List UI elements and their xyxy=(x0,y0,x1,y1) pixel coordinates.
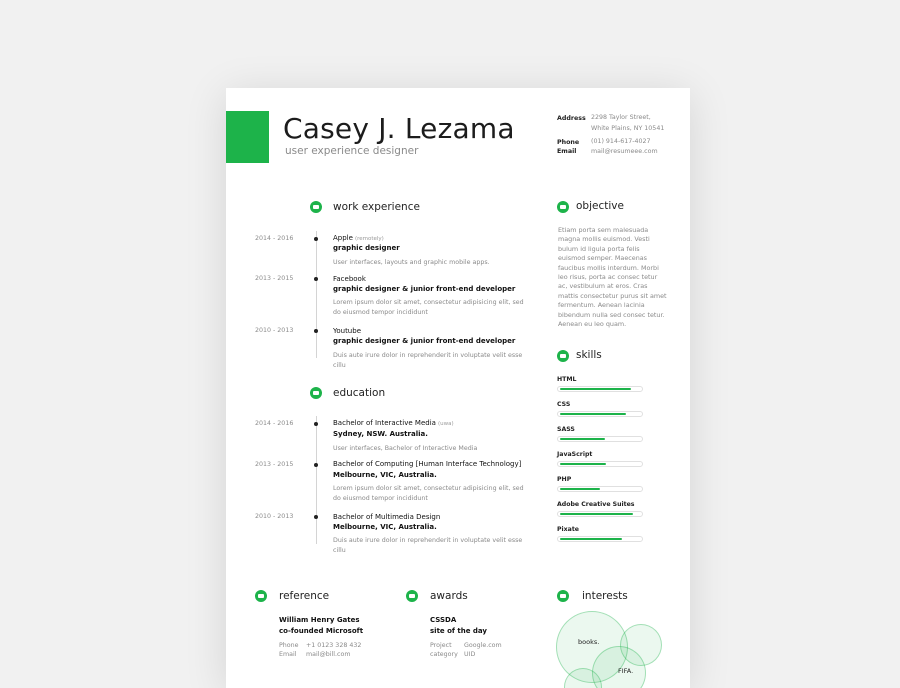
skill-name: HTML xyxy=(557,376,577,383)
work-role: graphic designer xyxy=(333,244,400,252)
phone-value: (01) 914-617-4027 xyxy=(591,138,651,145)
skills-title: skills xyxy=(576,349,602,361)
work-experience-title: work experience xyxy=(333,201,420,213)
skill-name: CSS xyxy=(557,401,571,408)
skill-bar xyxy=(557,486,643,492)
education-desc: User interfaces, Bachelor of Interactive Media xyxy=(333,445,478,452)
work-timeline xyxy=(316,231,317,358)
trophy-icon xyxy=(406,590,418,602)
award-category: UID xyxy=(464,651,476,658)
work-date: 2013 - 2015 xyxy=(255,275,294,282)
reference-email[interactable]: mail@bill.com xyxy=(306,651,351,658)
contact-card-icon xyxy=(255,590,267,602)
timeline-dot xyxy=(314,422,318,426)
reference-phone-label: Phone xyxy=(279,642,299,649)
objective-text: Etiam porta sem malesuada magna mollis euismod. Vesti bulum id ligula porta felis euismod semper. Maecenas faucibus mollis interdum. Morbi leo risus, porta ac consec tetur ac, vestibulum at eros. Cras mattis consectetur purus sit amet fermentum. Aenean lacinia bibendum nulla sed consec tetur. Aenean eu leo quam. xyxy=(558,226,667,329)
address-label: Address xyxy=(557,115,586,122)
skill-bar xyxy=(557,411,643,417)
work-desc: User interfaces, layouts and graphic mobile apps. xyxy=(333,259,490,266)
timeline-dot xyxy=(314,237,318,241)
accent-block xyxy=(226,111,269,163)
work-desc: Duis aute irure dolor in reprehenderit in voluptate velit esse cillu xyxy=(333,352,523,369)
work-org: Apple (remotely) xyxy=(333,234,384,242)
email-label: Email xyxy=(557,148,577,155)
skill-bar xyxy=(557,386,643,392)
skill-name: JavaScript xyxy=(557,451,593,458)
work-role: graphic designer & junior front-end developer xyxy=(333,285,516,293)
graduation-icon xyxy=(310,387,322,399)
reference-email-label: Email xyxy=(279,651,297,658)
education-date: 2013 - 2015 xyxy=(255,461,294,468)
candidate-role: user experience designer xyxy=(285,145,419,157)
skill-name: PHP xyxy=(557,476,572,483)
briefcase-icon xyxy=(310,201,322,213)
timeline-dot xyxy=(314,515,318,519)
timeline-dot xyxy=(314,329,318,333)
education-location: Sydney, NSW. Australia. xyxy=(333,430,428,438)
objective-title: objective xyxy=(576,200,624,212)
reference-role: co-founded Microsoft xyxy=(279,627,364,635)
email-value[interactable]: mail@resumeee.com xyxy=(591,148,658,155)
candidate-name: Casey J. Lezama xyxy=(283,112,515,145)
award-project: Google.com xyxy=(464,642,502,649)
tools-icon xyxy=(557,350,569,362)
education-date: 2010 - 2013 xyxy=(255,513,294,520)
work-org: Youtube xyxy=(333,327,361,335)
work-role: graphic designer & junior front-end developer xyxy=(333,337,516,345)
skill-name: SASS xyxy=(557,426,575,433)
reference-name: William Henry Gates xyxy=(279,616,360,624)
skill-name: Pixate xyxy=(557,526,579,533)
phone-label: Phone xyxy=(557,139,580,146)
address-line2: White Plains, NY 10541 xyxy=(591,125,665,132)
education-timeline xyxy=(316,416,317,544)
skill-bar xyxy=(557,436,643,442)
interest-label: FIFA. xyxy=(618,667,634,675)
resume-page xyxy=(226,88,690,688)
skill-name: Adobe Creative Suites xyxy=(557,501,635,508)
skill-bar-fill xyxy=(560,413,626,415)
education-degree: Bachelor of Computing [Human Interface Technology] xyxy=(333,460,522,468)
address-line1: 2298 Taylor Street, xyxy=(591,114,651,121)
work-date: 2014 - 2016 xyxy=(255,235,294,242)
work-date: 2010 - 2013 xyxy=(255,327,294,334)
education-location: Melbourne, VIC, Australia. xyxy=(333,523,437,531)
awards-title: awards xyxy=(430,590,468,602)
education-degree: Bachelor of Interactive Media (uwa) xyxy=(333,419,454,427)
education-location: Melbourne, VIC, Australia. xyxy=(333,471,437,479)
award-name: CSSDA xyxy=(430,616,457,624)
skill-bar-fill xyxy=(560,388,631,390)
award-role: site of the day xyxy=(430,627,487,635)
skill-bar-fill xyxy=(560,538,622,540)
education-date: 2014 - 2016 xyxy=(255,420,294,427)
interests-title: interests xyxy=(582,590,628,602)
skill-bar-fill xyxy=(560,513,633,515)
work-desc: Lorem ipsum dolor sit amet, consectetur adipisicing elit, sed do eiusmod tempor incididunt xyxy=(333,299,524,316)
award-category-label: category xyxy=(430,651,458,658)
timeline-dot xyxy=(314,277,318,281)
skill-bar-fill xyxy=(560,438,605,440)
education-desc: Lorem ipsum dolor sit amet, consectetur adipisicing elit, sed do eiusmod tempor incididunt xyxy=(333,485,524,502)
timeline-dot xyxy=(314,463,318,467)
skill-bar-fill xyxy=(560,488,600,490)
education-degree: Bachelor of Multimedia Design xyxy=(333,513,441,521)
award-project-label: Project xyxy=(430,642,452,649)
interest-label: books. xyxy=(578,638,600,646)
education-desc: Duis aute irure dolor in reprehenderit in voluptate velit esse cillu xyxy=(333,537,523,554)
skill-bar-fill xyxy=(560,463,606,465)
skill-bar xyxy=(557,536,643,542)
education-title: education xyxy=(333,387,386,399)
heart-icon xyxy=(557,590,569,602)
skill-bar xyxy=(557,461,643,467)
target-icon xyxy=(557,201,569,213)
skill-bar xyxy=(557,511,643,517)
work-org: Facebook xyxy=(333,275,366,283)
reference-phone: +1 0123 328 432 xyxy=(306,642,362,649)
reference-title: reference xyxy=(279,590,330,602)
